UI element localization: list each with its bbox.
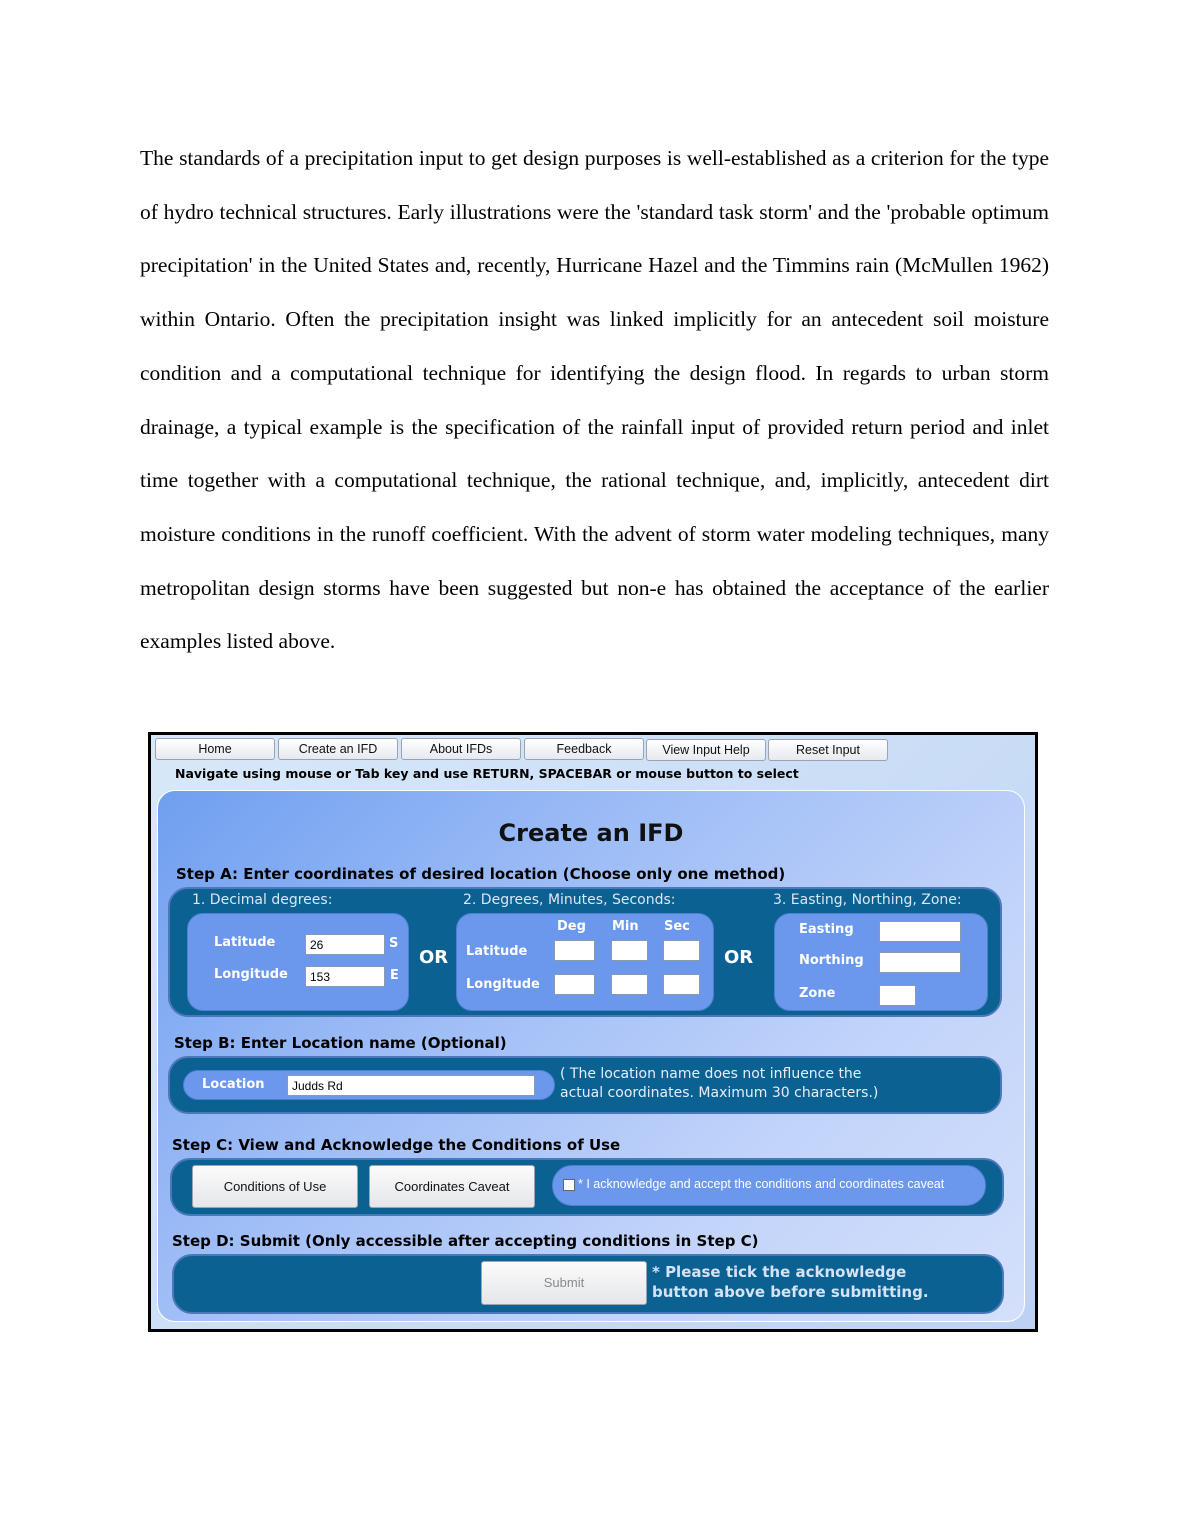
nav-create-ifd-button[interactable]: Create an IFD: [278, 738, 398, 760]
location-label: Location: [202, 1077, 265, 1092]
zone-input[interactable]: [879, 985, 916, 1006]
or-separator-1: OR: [419, 947, 449, 968]
location-note: [560, 1065, 878, 1103]
location-note-line2: actual coordinates. Maximum 30 characters.): [560, 1085, 879, 1101]
nav-view-input-help-button[interactable]: View Input Help: [646, 739, 766, 761]
submit-note: [652, 1262, 929, 1302]
create-ifd-panel: [157, 790, 1025, 1322]
longitude-label: Longitude: [214, 967, 288, 982]
easting-northing-box: [774, 913, 988, 1011]
acknowledge-checkbox[interactable]: [563, 1179, 575, 1191]
coordinates-caveat-button[interactable]: Coordinates Caveat: [369, 1165, 535, 1208]
step-a-band: [168, 887, 1002, 1017]
zone-label: Zone: [799, 986, 836, 1001]
location-note-line1: ( The location name does not influence the: [560, 1066, 862, 1082]
northing-input[interactable]: [879, 952, 961, 973]
easting-input[interactable]: [879, 921, 961, 942]
method1-label: 1. Decimal degrees:: [192, 892, 333, 908]
dms-longitude-min-input[interactable]: [611, 974, 648, 995]
ifd-screenshot: [148, 732, 1038, 1332]
body-paragraph: The standards of a precipitation input to get design purposes is well-established as a criterion for the type of hydro technical structures. Early illustrations were the 'standard task storm' and the 'probable optimum precipitation' in the United States and, recently, Hurricane Hazel and the Timmins rain (McMullen 1962) within Ontario. Often the precipitation insight was linked implicitly for an antecedent soil moisture condition and a computational technique for identifying the design flood. In regards to urban storm drainage, a typical example is the specification of the rainfall input of provided return period and inlet time together with a computational technique, the rational technique, and, implicitly, antecedent dirt moisture conditions in the runoff coefficient. With the advent of storm water modeling techniques, many metropolitan design storms have been suggested but non-e has obtained the acceptance of the earlier examples listed above.: [140, 146, 1049, 654]
step-d-band: [172, 1254, 1004, 1314]
submit-note-line2: button above before submitting.: [652, 1283, 929, 1301]
step-b-heading: Step B: Enter Location name (Optional): [174, 1034, 507, 1052]
dms-latitude-label: Latitude: [466, 944, 528, 959]
longitude-suffix: E: [390, 968, 399, 983]
acknowledge-box: [552, 1165, 986, 1206]
decimal-longitude-input[interactable]: 153: [305, 966, 385, 987]
sec-header: Sec: [664, 919, 690, 934]
dms-box: [456, 913, 714, 1011]
dms-longitude-deg-input[interactable]: [554, 974, 595, 995]
nav-reset-input-button[interactable]: Reset Input: [768, 739, 888, 761]
nav-home-button[interactable]: Home: [155, 738, 275, 760]
northing-label: Northing: [799, 953, 864, 968]
easting-label: Easting: [799, 922, 854, 937]
submit-note-line1: * Please tick the acknowledge: [652, 1263, 907, 1281]
location-input[interactable]: Judds Rd: [287, 1075, 535, 1096]
dms-latitude-min-input[interactable]: [611, 940, 648, 961]
latitude-label: Latitude: [214, 935, 276, 950]
dms-latitude-sec-input[interactable]: [663, 940, 700, 961]
method3-label: 3. Easting, Northing, Zone:: [773, 892, 962, 908]
step-c-heading: Step C: View and Acknowledge the Conditions of Use: [172, 1136, 621, 1154]
step-d-heading: Step D: Submit (Only accessible after accepting conditions in Step C): [172, 1232, 759, 1250]
dms-latitude-deg-input[interactable]: [554, 940, 595, 961]
decimal-degrees-box: [187, 913, 409, 1011]
conditions-of-use-button[interactable]: Conditions of Use: [192, 1165, 358, 1208]
latitude-suffix: S: [389, 936, 399, 951]
page-title: Create an IFD: [498, 819, 684, 847]
nav-about-ifds-button[interactable]: About IFDs: [401, 738, 521, 760]
method2-label: 2. Degrees, Minutes, Seconds:: [463, 892, 676, 908]
dms-longitude-sec-input[interactable]: [663, 974, 700, 995]
submit-button[interactable]: Submit: [481, 1261, 647, 1305]
location-box: [183, 1070, 555, 1100]
nav-instruction: Navigate using mouse or Tab key and use RETURN, SPACEBAR or mouse button to select: [175, 766, 799, 781]
decimal-latitude-input[interactable]: 26: [305, 934, 385, 955]
step-b-band: [168, 1056, 1002, 1114]
deg-header: Deg: [557, 919, 586, 934]
step-c-band: [170, 1158, 1004, 1216]
step-a-heading: Step A: Enter coordinates of desired location (Choose only one method): [176, 865, 786, 883]
nav-feedback-button[interactable]: Feedback: [524, 738, 644, 760]
min-header: Min: [612, 919, 639, 934]
or-separator-2: OR: [724, 947, 754, 968]
dms-longitude-label: Longitude: [466, 977, 540, 992]
acknowledge-label[interactable]: * I acknowledge and accept the conditions and coordinates caveat: [578, 1177, 945, 1191]
